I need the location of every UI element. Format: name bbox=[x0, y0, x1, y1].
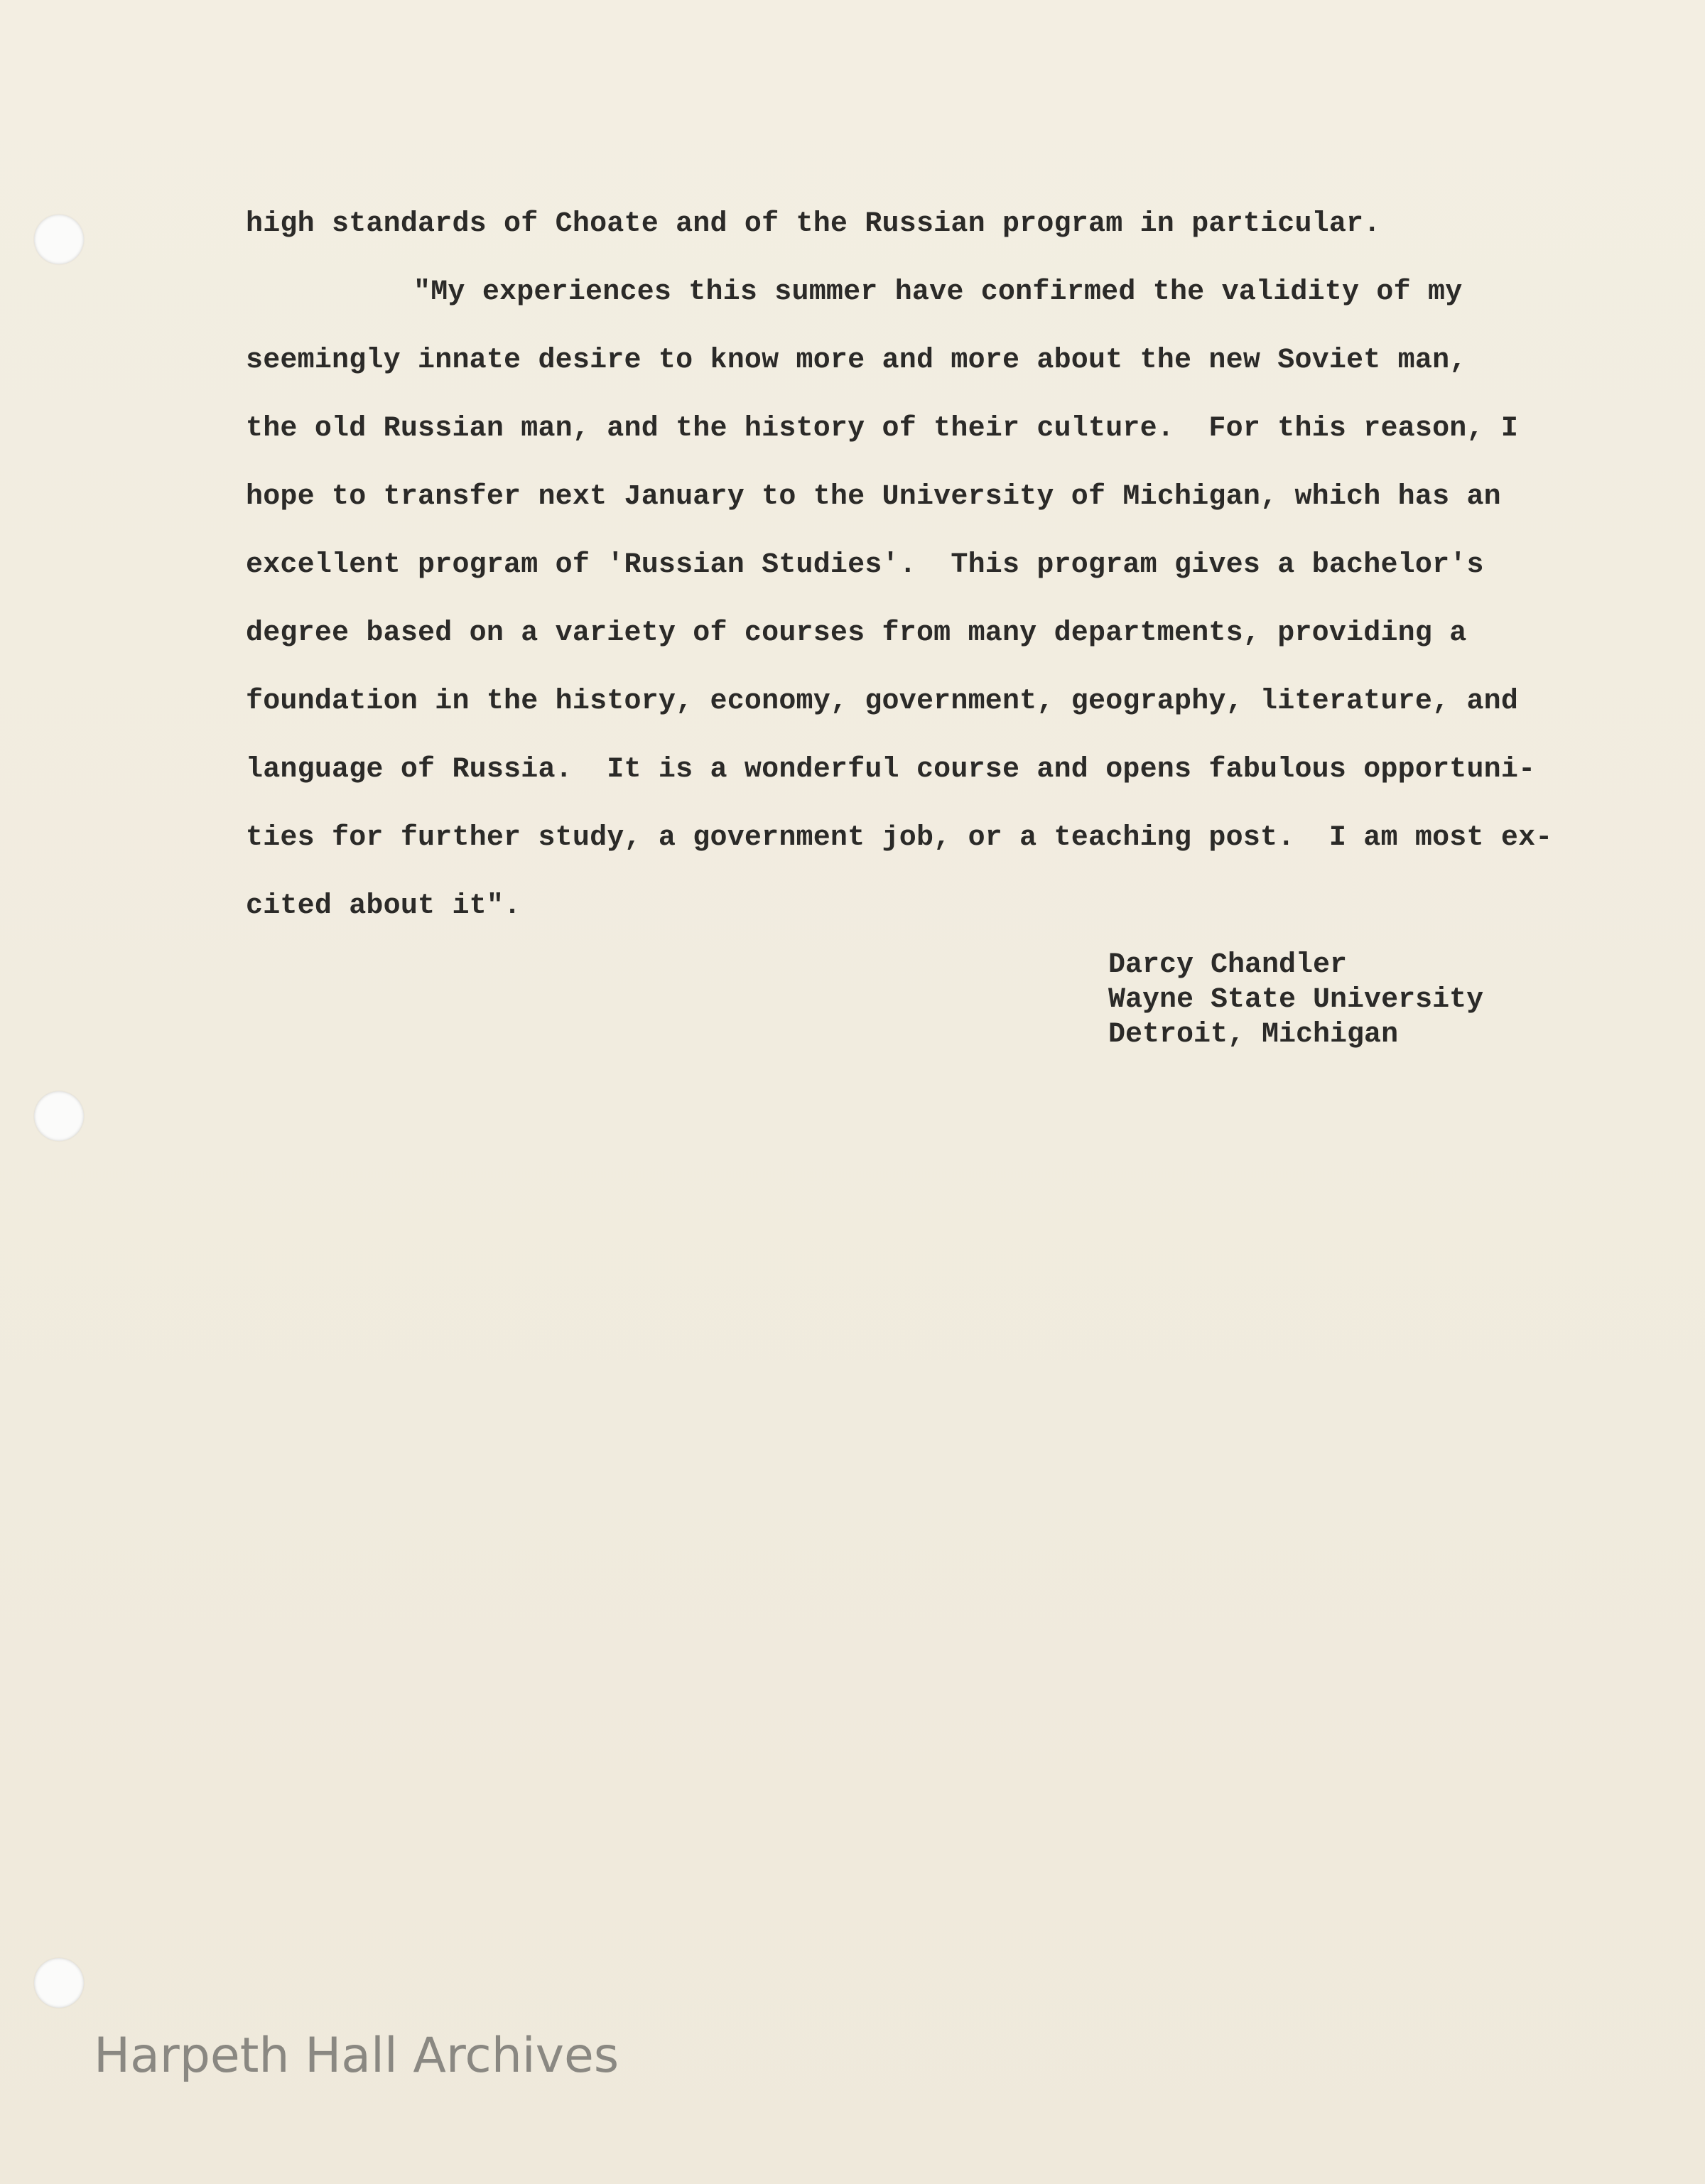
body-line: foundation in the history, economy, government, geography, literature, and bbox=[246, 686, 1519, 718]
letter-body bbox=[246, 190, 1596, 941]
punch-hole bbox=[34, 1958, 84, 2008]
body-line: "My experiences this summer have confirmed the validity of my bbox=[413, 276, 1463, 308]
body-line: degree based on a variety of courses from many departments, providing a bbox=[246, 617, 1467, 649]
archive-watermark: Harpeth Hall Archives bbox=[94, 2028, 619, 2084]
body-line: seemingly innate desire to know more and more about the new Soviet man, bbox=[246, 345, 1467, 377]
body-line: the old Russian man, and the history of their culture. For this reason, I bbox=[246, 413, 1519, 445]
body-line: ties for further study, a government job, or a teaching post. I am most ex- bbox=[246, 822, 1553, 854]
punch-hole bbox=[34, 1091, 84, 1141]
body-line: excellent program of 'Russian Studies'. This program gives a bachelor's bbox=[246, 549, 1484, 581]
body-line: cited about it". bbox=[246, 890, 521, 922]
body-line: language of Russia. It is a wonderful course and opens fabulous opportuni- bbox=[246, 754, 1536, 786]
punch-hole bbox=[34, 215, 84, 264]
signature-name: Darcy Chandler bbox=[1108, 949, 1348, 981]
body-line: high standards of Choate and of the Russian program in particular. bbox=[246, 208, 1381, 240]
signature-location: Detroit, Michigan bbox=[1108, 1019, 1399, 1051]
signature-block bbox=[1108, 948, 1606, 1052]
signature-institution: Wayne State University bbox=[1108, 984, 1484, 1016]
body-line: hope to transfer next January to the University of Michigan, which has an bbox=[246, 481, 1501, 513]
